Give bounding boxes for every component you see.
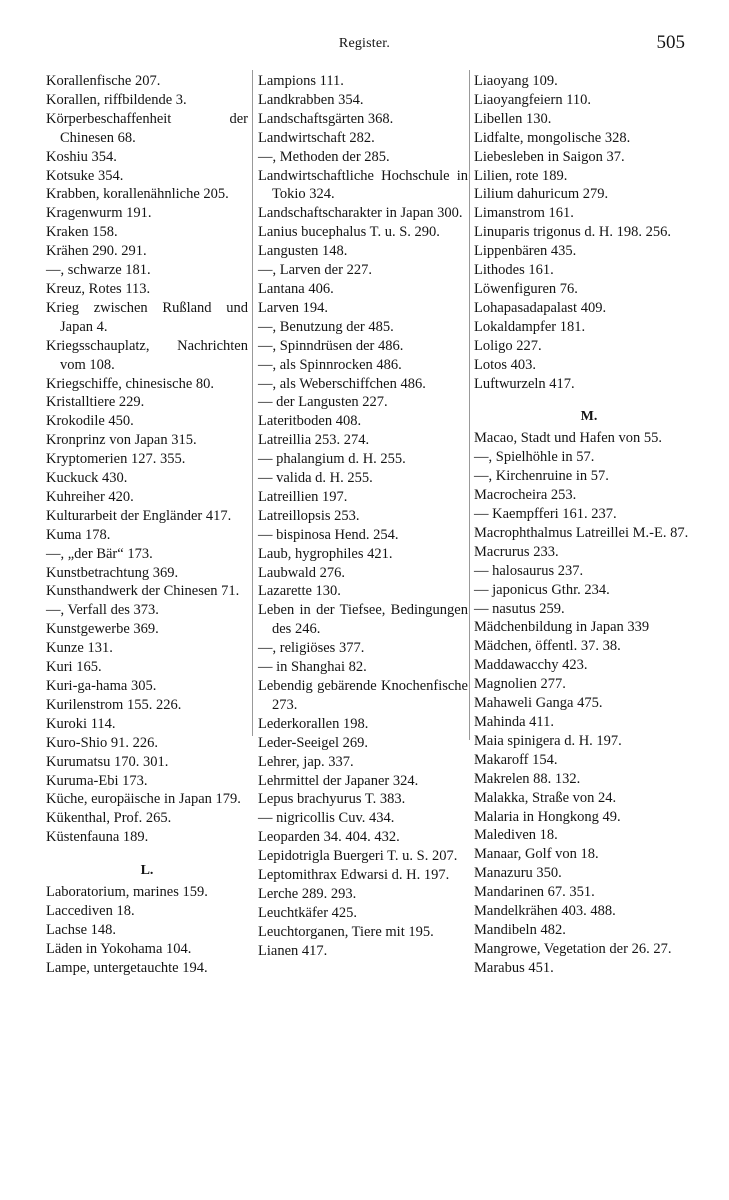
index-entry: Mädchenbildung in Japan 339 [474, 619, 650, 636]
index-column-3 [474, 72, 704, 978]
index-entry: Kuroki 114. [46, 715, 116, 732]
index-entry: Magnolien 277. [474, 676, 566, 693]
index-entry: Lachse 148. [46, 921, 117, 938]
index-entry: Lampions 111. [258, 73, 344, 89]
index-entry: — nigricollis Cuv. 434. [258, 810, 395, 827]
index-entry: Latreillia 253. 274. [258, 432, 370, 449]
index-entry: —, schwarze 181. [46, 262, 151, 279]
index-entry: —, als Weberschiffchen 486. [258, 375, 426, 392]
index-entry: Läden in Yokohama 104. [46, 940, 192, 957]
index-entry: —, „der Bär“ 173. [46, 545, 153, 562]
index-entry: Limanstrom 161. [474, 205, 574, 222]
index-entry: Leuchtkäfer 425. [258, 904, 358, 921]
index-entry: Landschaftsgärten 368. [258, 110, 394, 127]
index-entry: Lederkorallen 198. [258, 715, 369, 732]
index-entry: Kragenwurm 191. [46, 205, 152, 222]
index-entry: Macao, Stadt und Hafen von 55. [474, 430, 663, 447]
index-entry: Laub, hygrophiles 421. [258, 545, 393, 562]
index-entry: Kristalltiere 229. [46, 394, 145, 411]
index-entry: Lidfalte, mongolische 328. [474, 129, 631, 146]
running-title: Register. [338, 36, 391, 51]
index-entry: Kronprinz von Japan 315. [46, 432, 197, 449]
index-entry: Laccediven 18. [46, 903, 135, 920]
index-entry: Lianen 417. [258, 942, 328, 959]
index-entry: Kriegschiffe, chinesische 80. [46, 375, 215, 392]
index-entry: Krabben, korallenähnliche 205. [46, 186, 229, 203]
index-entry: —, Spinndrüsen der 486. [258, 337, 404, 354]
index-entry: Maia spinigera d. H. 197. [474, 732, 622, 749]
index-entry: — phalangium d. H. 255. [258, 451, 406, 468]
index-entry: Liaoyangfeiern 110. [474, 91, 592, 108]
page-header [0, 32, 729, 58]
index-entry: Löwenfiguren 76. [474, 280, 578, 297]
index-entry: Lotos 403. [474, 356, 537, 373]
index-entry: Kuhreiher 420. [46, 488, 134, 505]
index-entry: Lantana 406. [258, 280, 334, 297]
index-entry: Malakka, Straße von 24. [474, 789, 617, 806]
index-entry: Mandelkrähen 403. 488. [474, 903, 616, 920]
index-entry: Leben in der Tiefsee, Bedingungen des 246. [258, 602, 468, 638]
index-entry: — nasutus 259. [474, 600, 565, 617]
index-entry: Koshiu 354. [46, 148, 117, 165]
index-entry: Korallenfische 207. [46, 73, 161, 89]
column-divider [469, 70, 470, 740]
index-entry: Maddawacchy 423. [474, 657, 588, 674]
index-entry: —, Larven der 227. [258, 262, 372, 279]
index-entry: — bispinosa Hend. 254. [258, 526, 399, 543]
index-entry: Lehrmittel der Japaner 324. [258, 772, 419, 789]
index-entry: Lehrer, jap. 337. [258, 753, 354, 770]
index-entry: Luftwurzeln 417. [474, 375, 575, 392]
index-entry: Kunze 131. [46, 640, 113, 657]
index-entry: Macrocheira 253. [474, 487, 577, 504]
index-entry: Mahinda 411. [474, 714, 555, 730]
index-entry: Landschaftscharakter in Japan 300. [258, 205, 463, 222]
index-entry: Manazuru 350. [474, 865, 562, 882]
index-entry: Krieg zwischen Rußland und Japan 4. [46, 299, 248, 335]
index-entry: — Kaempfferi 161. 237. [474, 506, 617, 523]
index-entry: Leoparden 34. 404. 432. [258, 829, 400, 846]
index-entry: Korallen, riffbildende 3. [46, 91, 187, 108]
index-entry: Kreuz, Rotes 113. [46, 280, 151, 297]
index-entry: —, Kirchenruine in 57. [474, 468, 609, 485]
index-entry: Kryptomerien 127. 355. [46, 451, 186, 468]
index-entry: Kuri 165. [46, 659, 102, 676]
index-entry: Malaria in Hongkong 49. [474, 808, 621, 825]
index-entry: Liebesleben in Saigon 37. [474, 148, 625, 165]
index-entry: Kurilenstrom 155. 226. [46, 696, 182, 713]
index-entry: Lepus brachyurus T. 383. [258, 791, 406, 808]
index-entry: Lanius bucephalus T. u. S. 290. [258, 224, 440, 241]
index-entry: Körperbeschaffenheit der Chinesen 68. [46, 110, 248, 146]
index-entry: —, religiöses 377. [258, 640, 365, 657]
index-entry: Makaroff 154. [474, 751, 558, 768]
index-entry: Kunstgewerbe 369. [46, 621, 159, 638]
index-entry: Kulturarbeit der Engländer 417. [46, 507, 232, 524]
index-entry: Lilium dahuricum 279. [474, 186, 609, 203]
index-entry: Latreillien 197. [258, 488, 348, 505]
index-entry: Macrophthalmus Latreillei M.-E. 87. [474, 524, 689, 541]
section-letter-heading: L. [140, 863, 154, 879]
index-entry: Libellen 130. [474, 110, 552, 127]
index-entry: Krokodile 450. [46, 413, 134, 430]
index-entry: Kunstbetrachtung 369. [46, 564, 179, 581]
index-entry: —, Spielhöhle in 57. [474, 449, 595, 466]
index-entry: Kuma 178. [46, 526, 111, 543]
index-entry: Loligo 227. [474, 337, 542, 354]
index-column-2 [258, 72, 468, 961]
index-entry: —, als Spinnrocken 486. [258, 356, 402, 373]
index-entry: Kükenthal, Prof. 265. [46, 810, 172, 827]
index-entry: Landkrabben 354. [258, 91, 364, 108]
index-entry: Laubwald 276. [258, 564, 345, 581]
index-entry: Lokaldampfer 181. [474, 318, 586, 335]
index-entry: Malediven 18. [474, 827, 558, 844]
index-entry: Kuckuck 430. [46, 470, 128, 487]
index-entry: — valida d. H. 255. [258, 470, 373, 487]
index-entry: Latreillopsis 253. [258, 507, 360, 524]
index-entry: — in Shanghai 82. [258, 659, 367, 676]
index-entry: Landwirtschaft 282. [258, 129, 375, 146]
index-entry: Larven 194. [258, 299, 329, 316]
index-entry: Macrurus 233. [474, 543, 559, 560]
index-entry: Lampe, untergetauchte 194. [46, 959, 208, 976]
index-entry: Langusten 148. [258, 243, 348, 260]
index-entry: Küche, europäische in Japan 179. [46, 791, 241, 808]
index-entry: Lazarette 130. [258, 583, 341, 600]
index-entry: Mangrowe, Vegetation der 26. 27. [474, 940, 672, 957]
index-entry: Mandarinen 67. 351. [474, 884, 595, 901]
index-entry: Lohapasadapalast 409. [474, 299, 607, 316]
index-entry: Lilien, rote 189. [474, 167, 568, 184]
index-entry: Kriegsschauplatz, Nachrichten vom 108. [46, 337, 248, 373]
index-entry: —, Verfall des 373. [46, 602, 159, 619]
index-entry: Laboratorium, marines 159. [46, 884, 208, 901]
index-entry: — der Langusten 227. [258, 394, 388, 411]
page-number: 505 [656, 32, 685, 53]
index-entry: Makrelen 88. 132. [474, 770, 581, 787]
index-entry: Krähen 290. 291. [46, 243, 147, 260]
index-entry: Manaar, Golf von 18. [474, 846, 599, 863]
index-entry: Lepidotrigla Buergeri T. u. S. 207. [258, 848, 458, 865]
index-entry: Mahaweli Ganga 475. [474, 695, 603, 712]
index-entry: Lithodes 161. [474, 262, 554, 279]
index-entry: Kraken 158. [46, 224, 118, 241]
index-entry: Leuchtorganen, Tiere mit 195. [258, 923, 434, 940]
index-entry: Mandibeln 482. [474, 921, 566, 938]
index-entry: — halosaurus 237. [474, 562, 584, 579]
index-entry: Küstenfauna 189. [46, 829, 149, 846]
section-letter-heading: M. [580, 409, 598, 425]
index-entry: — japonicus Gthr. 234. [474, 581, 610, 598]
index-entry: Landwirtschaftliche Hochschule in Tokio 324. [258, 167, 468, 203]
index-entry: Marabus 451. [474, 959, 554, 976]
index-entry: Lerche 289. 293. [258, 885, 357, 902]
index-entry: Kuro-Shio 91. 226. [46, 734, 158, 751]
column-divider [252, 70, 253, 736]
index-entry: Kuri-ga-hama 305. [46, 678, 157, 694]
index-entry: Liaoyang 109. [474, 73, 558, 89]
index-entry: Leder-Seeigel 269. [258, 734, 369, 751]
index-entry: Lebendig gebärende Knochenfische 273. [258, 678, 468, 713]
index-entry: Lateritboden 408. [258, 413, 362, 430]
index-entry: —, Methoden der 285. [258, 148, 390, 165]
index-entry: Mädchen, öffentl. 37. 38. [474, 638, 621, 655]
index-entry: Kotsuke 354. [46, 167, 124, 184]
index-column-1 [46, 72, 248, 978]
index-entry: —, Benutzung der 485. [258, 318, 394, 335]
index-entry: Kurumatsu 170. 301. [46, 753, 169, 770]
index-entry: Kunsthandwerk der Chinesen 71. [46, 583, 240, 600]
index-entry: Leptomithrax Edwarsi d. H. 197. [258, 867, 450, 884]
index-entry: Kuruma-Ebi 173. [46, 772, 148, 789]
index-entry: Lippenbären 435. [474, 243, 577, 260]
index-entry: Linuparis trigonus d. H. 198. 256. [474, 224, 671, 241]
